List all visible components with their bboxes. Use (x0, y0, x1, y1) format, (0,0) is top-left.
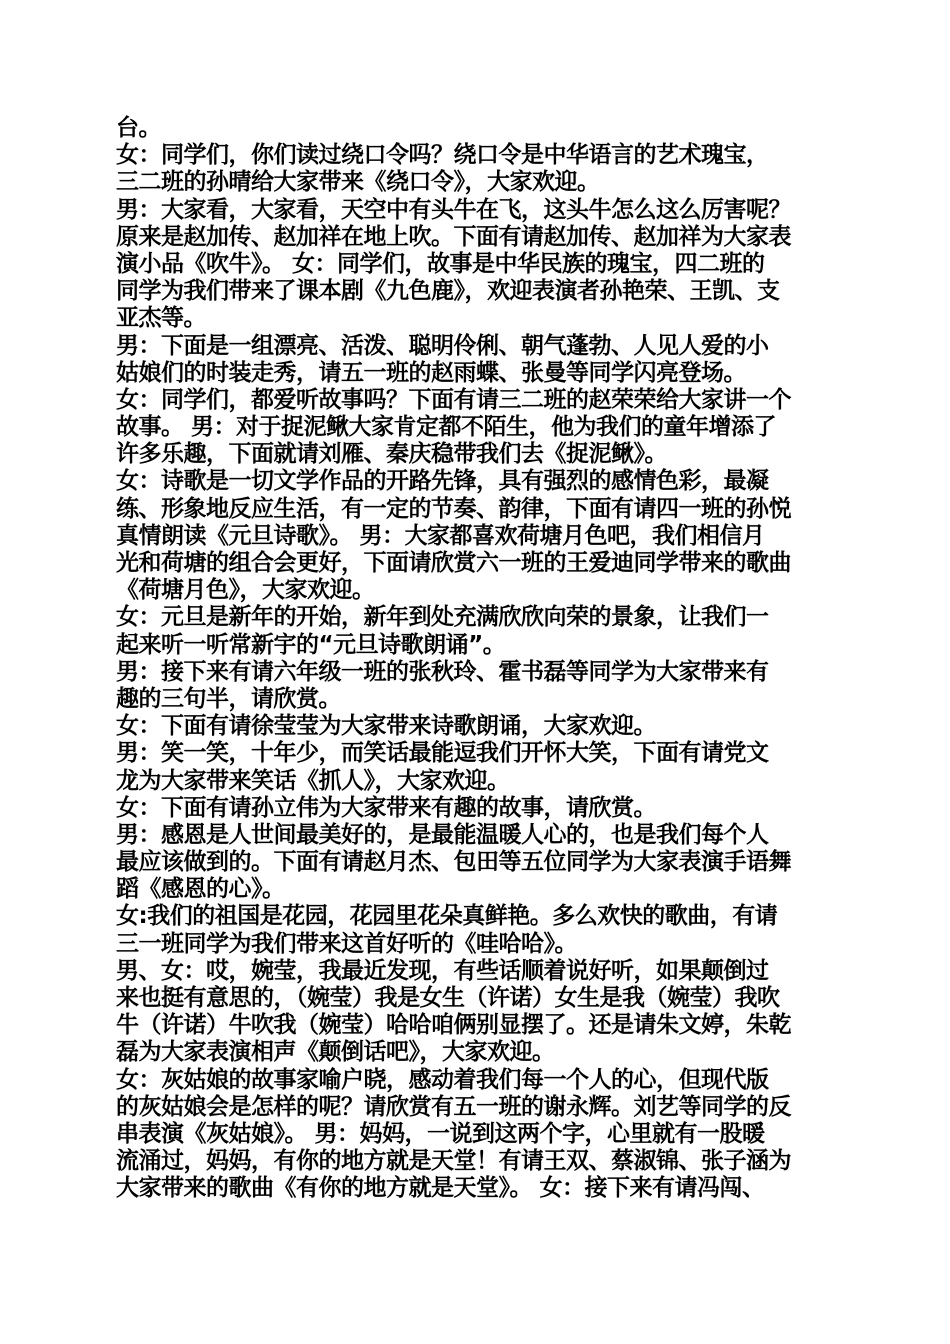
text-line: 女:我们的祖国是花园，花园里花朵真鲜艳。多么欢快的歌曲，有请 (116, 903, 778, 930)
text-line: 龙为大家带来笑话《抓人》，大家欢迎。 (116, 767, 510, 794)
text-line: 男：感恩是人世间最美好的，是最能温暖人心的，也是我们每个人 (116, 821, 769, 848)
text-line: 最应该做到的。下面有请赵月杰、包田等五位同学为大家表演手语舞 (116, 849, 791, 876)
text-line: 磊为大家表演相声《颠倒话吧》，大家欢迎。 (116, 1039, 555, 1066)
text-line: 男：接下来有请六年级一班的张秋玲、霍书磊等同学为大家带来有 (116, 658, 769, 685)
text-line: 《荷塘月色》，大家欢迎。 (116, 577, 375, 604)
text-line: 女：下面有请徐莹莹为大家带来诗歌朗诵，大家欢迎。 (116, 713, 656, 740)
text-line: 的灰姑娘会是怎样的呢？请欣赏有五一班的谢永辉。刘艺等同学的反 (116, 1093, 791, 1120)
text-line: 三二班的孙晴给大家带来《绕口令》，大家欢迎。 (116, 169, 600, 196)
text-line: 起来听一听常新宇的“元旦诗歌朗诵”。 (116, 631, 506, 658)
text-line: 演小品《吹牛》。 女：同学们，故事是中华民族的瑰宝，四二班的 (116, 250, 765, 277)
text-line: 流涌过，妈妈，有你的地方就是天堂！有请王双、蔡淑锦、张子涵为 (116, 1148, 791, 1175)
text-line: 台。 (116, 115, 161, 141)
text-line: 串表演《灰姑娘》。 男：妈妈，一说到这两个字，心里就有一股暖 (116, 1120, 765, 1147)
text-line: 女：同学们，你们读过绕口令吗？绕口令是中华语言的艺术瑰宝， (116, 142, 769, 169)
text-line: 男、女：哎，婉莹，我最近发现，有些话顺着说好听，如果颠倒过 (116, 957, 769, 984)
text-line: 原来是赵加传、赵加祥在地上吹。下面有请赵加传、赵加祥为大家表 (116, 223, 791, 250)
text-line: 女：下面有请孙立伟为大家带来有趣的故事，请欣赏。 (116, 794, 656, 821)
text-line: 男：大家看，大家看，天空中有头牛在飞，这头牛怎么这么厉害呢？ (116, 196, 791, 223)
text-line: 大家带来的歌曲《有你的地方就是天堂》。 女：接下来有请冯闯、 (116, 1175, 765, 1202)
text-line: 女：诗歌是一切文学作品的开路先锋，具有强烈的感情色彩，最凝 (116, 468, 769, 495)
text-line: 同学为我们带来了课本剧《九色鹿》，欢迎表演者孙艳荣、王凯、支 (116, 278, 780, 305)
text-line: 趣的三句半，请欣赏。 (116, 685, 341, 712)
document-page (116, 115, 841, 1203)
text-line: 女：同学们，都爱听故事吗？下面有请三二班的赵荣荣给大家讲一个 (116, 386, 791, 413)
text-line: 真情朗读《元旦诗歌》。 男：大家都喜欢荷塘月色吧，我们相信月 (116, 522, 765, 549)
text-line: 故事。 男：对于捉泥鳅大家肯定都不陌生，他为我们的童年增添了 (116, 414, 777, 441)
text-line: 女：灰姑娘的故事家喻户晓，感动着我们每一个人的心，但现代版 (116, 1066, 769, 1093)
text-line: 许多乐趣，下面就请刘雁、秦庆稳带我们去《捉泥鳅》。 (116, 441, 667, 468)
text-line: 男：笑一笑，十年少，而笑话最能逗我们开怀大笑，下面有请党文 (116, 740, 769, 767)
text-line: 蹈《感恩的心》。 (116, 876, 285, 903)
text-line: 光和荷塘的组合会更好，下面请欣赏六一班的王爱迪同学带来的歌曲 (116, 550, 791, 576)
text-line: 女：元旦是新年的开始，新年到处充满欣欣向荣的景象，让我们一 (116, 604, 769, 631)
text-line: 来也挺有意思的，（婉莹）我是女生（许诺）女生是我（婉莹）我吹 (116, 985, 780, 1011)
text-line: 牛（许诺）牛吹我（婉莹）哈哈咱俩别显摆了。还是请朱文婷，朱乾 (116, 1012, 791, 1039)
text-line: 姑娘们的时装走秀，请五一班的赵雨蝶、张曼等同学闪亮登场。 (116, 359, 746, 386)
text-line: 亚杰等。 (116, 305, 206, 332)
text-line: 练、形象地反应生活，有一定的节奏、韵律，下面有请四一班的孙悦 (116, 495, 791, 522)
text-line: 三一班同学为我们带来这首好听的《哇哈哈》。 (116, 930, 577, 957)
text-line: 男：下面是一组漂亮、活泼、聪明伶俐、朝气蓬勃、人见人爱的小 (116, 332, 769, 359)
